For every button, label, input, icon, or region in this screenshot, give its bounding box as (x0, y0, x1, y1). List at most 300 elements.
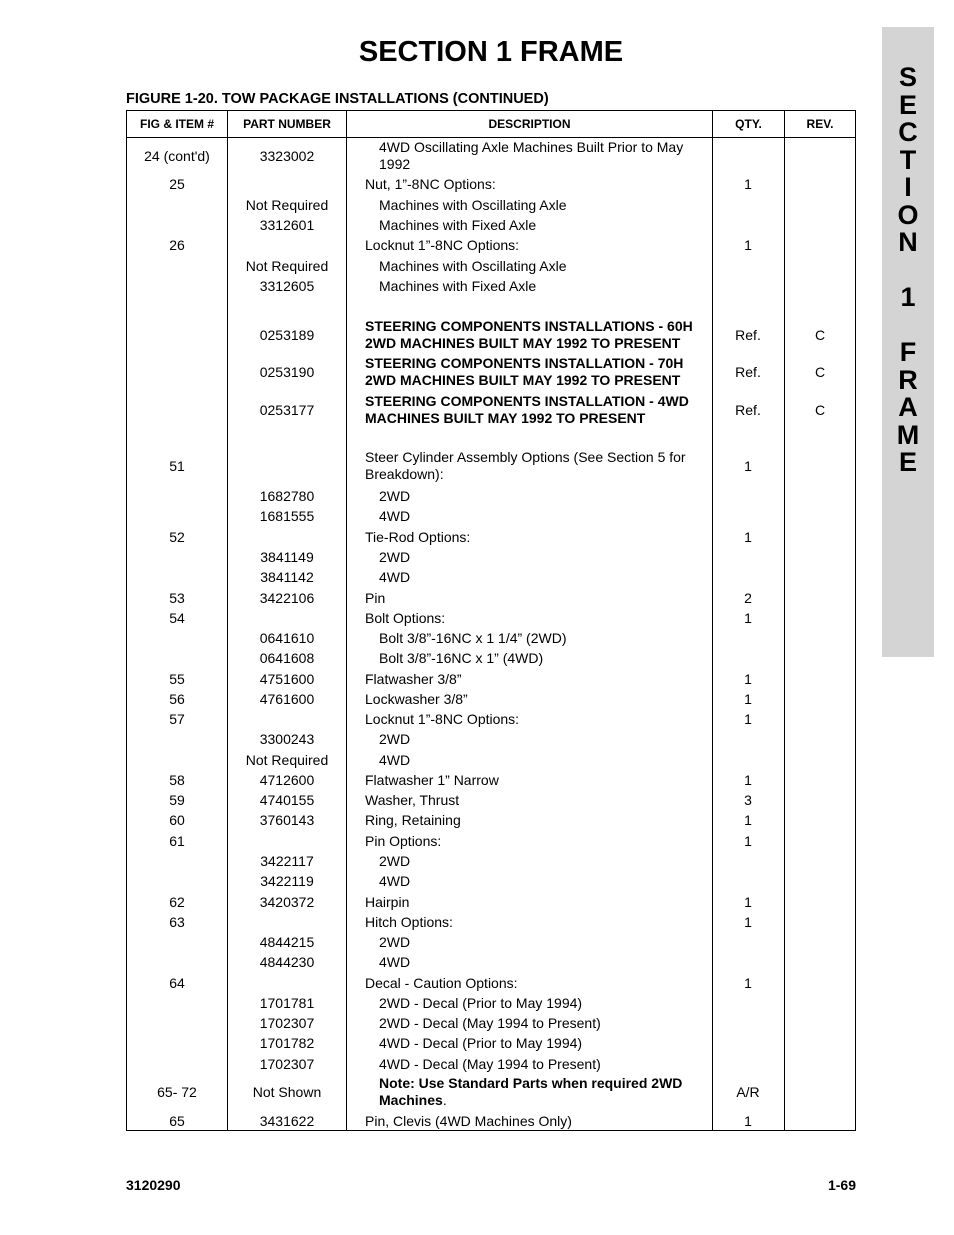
cell-rev (785, 669, 855, 689)
cell-description (348, 750, 712, 770)
cell-part-number-text: 4761600 (259, 690, 315, 707)
table-row (127, 648, 855, 668)
cell-part-number-text: 3312605 (259, 277, 315, 294)
cell-part-number-text: 1702307 (259, 1055, 315, 1072)
table-row (127, 547, 855, 567)
cell-part-number (228, 871, 346, 891)
cell-part-number-text: 3312601 (259, 216, 315, 233)
cell-part-number (228, 669, 346, 689)
cell-part-number-text: 3422119 (260, 872, 314, 889)
table-row (127, 235, 855, 255)
cell-fig-item (127, 648, 227, 668)
cell-description-wrap (348, 975, 518, 992)
cell-part-number (228, 256, 346, 276)
table-row (127, 628, 855, 648)
cell-description-wrap (348, 650, 543, 667)
cell-qty (713, 709, 783, 729)
cell-description (348, 1111, 712, 1131)
cell-fig-item-text: 65 (169, 1112, 185, 1129)
cell-part-number (228, 1013, 346, 1033)
cell-qty-text: Ref. (735, 363, 761, 380)
cell-fig-item (127, 527, 227, 547)
cell-description (348, 973, 712, 993)
cell-part-number (228, 276, 346, 296)
cell-fig-item-text: 59 (169, 791, 185, 808)
cell-description-wrap (348, 1113, 572, 1130)
cell-rev (785, 973, 855, 993)
cell-rev (785, 993, 855, 1013)
cell-description-text: 4WD - Decal (Prior to May 1994) (379, 1034, 583, 1051)
cell-description (348, 851, 712, 871)
cell-description-wrap (348, 488, 410, 505)
cell-qty (713, 1074, 783, 1110)
side-tab-letter: M (896, 419, 920, 450)
cell-qty-text: 1 (744, 811, 752, 828)
cell-description-wrap (348, 630, 567, 647)
cell-qty-text: 1 (744, 1112, 752, 1129)
cell-description (348, 689, 712, 709)
cell-rev (785, 547, 855, 567)
cell-qty (713, 567, 783, 587)
cell-description-wrap (348, 731, 410, 748)
cell-part-number-text: 1701781 (259, 994, 315, 1011)
cell-part-number (228, 1054, 346, 1074)
cell-qty (713, 506, 783, 526)
cell-rev (785, 448, 855, 484)
cell-rev-text: C (814, 363, 826, 380)
cell-part-number (228, 993, 346, 1013)
cell-rev (785, 648, 855, 668)
table-row (127, 669, 855, 689)
cell-fig-item-text: 51 (169, 457, 185, 474)
cell-part-number (228, 391, 346, 429)
cell-rev (785, 831, 855, 851)
cell-part-number-text: 4844230 (259, 953, 315, 970)
cell-qty (713, 648, 783, 668)
cell-rev (785, 952, 855, 972)
cell-part-number-text: 3841149 (260, 548, 314, 565)
cell-rev (785, 567, 855, 587)
side-tab-letter (882, 312, 934, 340)
cell-fig-item (127, 506, 227, 526)
cell-qty (713, 689, 783, 709)
cell-description-text: 4WD (379, 953, 411, 970)
cell-rev (785, 174, 855, 194)
cell-fig-item-text: 60 (169, 811, 185, 828)
cell-part-number (228, 790, 346, 810)
table-row (127, 608, 855, 628)
table-row (127, 195, 855, 215)
side-tab-letter: 1 (900, 282, 916, 312)
cell-description-wrap (348, 258, 567, 275)
cell-description-text: Steer Cylinder Assembly Options (See Section 5 for Breakdown): (365, 449, 686, 482)
side-tab-letter: N (898, 227, 918, 257)
table-row (127, 831, 855, 851)
cell-qty (713, 195, 783, 215)
cell-qty (713, 952, 783, 972)
cell-description (348, 892, 712, 912)
cell-description (348, 235, 712, 255)
cell-description-wrap (348, 139, 712, 173)
cell-description (348, 317, 712, 353)
cell-part-number (228, 486, 346, 506)
cell-description (348, 174, 712, 194)
table-row (127, 932, 855, 952)
table-row (127, 729, 855, 749)
cell-part-number-text: 0253177 (259, 401, 315, 418)
cell-qty-text: Ref. (735, 401, 761, 418)
table-row (127, 1111, 855, 1131)
cell-description (348, 448, 712, 484)
cell-description-wrap (348, 833, 441, 850)
cell-rev (785, 709, 855, 729)
cell-description (348, 831, 712, 851)
cell-part-number (228, 195, 346, 215)
cell-fig-item (127, 770, 227, 790)
cell-qty-text: 1 (744, 690, 752, 707)
cell-fig-item (127, 1111, 227, 1131)
cell-part-number (228, 628, 346, 648)
cell-description-wrap (348, 873, 410, 890)
cell-rev (785, 1054, 855, 1074)
cell-description-text: 2WD (379, 852, 411, 869)
cell-part-number-text: 3422106 (259, 589, 315, 606)
side-tab-letter (882, 257, 934, 285)
cell-qty (713, 973, 783, 993)
cell-fig-item (127, 276, 227, 296)
table-row (127, 256, 855, 276)
cell-description (348, 608, 712, 628)
cell-description-wrap (348, 691, 468, 708)
cell-rev (785, 851, 855, 871)
cell-fig-item (127, 709, 227, 729)
cell-qty (713, 1111, 783, 1131)
side-tab-letter: A (898, 392, 918, 422)
cell-fig-item (127, 810, 227, 830)
table-row (127, 709, 855, 729)
cell-description-wrap (348, 752, 410, 769)
cell-description-wrap (348, 610, 445, 627)
cell-fig-item (127, 195, 227, 215)
cell-description-wrap (348, 934, 410, 951)
cell-part-number-text: 4844215 (259, 933, 315, 950)
table-row (127, 1074, 855, 1110)
table-row (127, 871, 855, 891)
cell-qty (713, 547, 783, 567)
cell-description-text: Hairpin (365, 893, 410, 910)
cell-rev (785, 506, 855, 526)
cell-part-number-text: Not Shown (252, 1083, 322, 1100)
cell-fig-item (127, 932, 227, 952)
cell-fig-item (127, 1054, 227, 1074)
cell-fig-item (127, 486, 227, 506)
cell-part-number (228, 1033, 346, 1053)
cell-description-wrap (348, 197, 567, 214)
cell-description-text: 2WD (379, 933, 411, 950)
cell-description-wrap (348, 176, 496, 193)
cell-fig-item (127, 912, 227, 932)
cell-description-text: 4WD - Decal (May 1994 to Present) (379, 1055, 601, 1072)
cell-part-number-text: Not Required (245, 257, 329, 274)
cell-qty (713, 993, 783, 1013)
table-row (127, 391, 855, 429)
cell-rev (785, 235, 855, 255)
cell-rev (785, 317, 855, 353)
cell-part-number-text: 1702307 (259, 1014, 315, 1031)
cell-description-wrap (348, 853, 410, 870)
cell-description-wrap (348, 792, 459, 809)
cell-part-number (228, 1074, 346, 1110)
cell-description-text: Machines with Fixed Axle (379, 216, 537, 233)
cell-rev (785, 932, 855, 952)
cell-description-text: Flatwasher 3/8” (365, 670, 462, 687)
column-header-fig: FIG & ITEM # (139, 117, 214, 131)
cell-part-number-text: 0641610 (259, 629, 315, 646)
cell-rev (785, 628, 855, 648)
cell-part-number-text: 3431622 (259, 1112, 315, 1129)
cell-description (348, 993, 712, 1013)
table-row (127, 892, 855, 912)
cell-rev-text: C (814, 326, 826, 343)
cell-qty (713, 790, 783, 810)
table-row (127, 1033, 855, 1053)
cell-fig-item-text: 52 (169, 528, 185, 545)
table-row (127, 588, 855, 608)
section-title: SECTION 1 FRAME (358, 36, 624, 68)
cell-description-text: 4WD (379, 507, 411, 524)
cell-part-number-text: 4712600 (259, 771, 315, 788)
cell-description-wrap (348, 449, 712, 483)
page-number: 1-69 (827, 1177, 856, 1193)
cell-fig-item (127, 215, 227, 235)
cell-qty (713, 317, 783, 353)
cell-qty-text: 1 (744, 609, 752, 626)
cell-description (348, 486, 712, 506)
cell-description-text: Flatwasher 1” Narrow (365, 771, 499, 788)
table-row (127, 354, 855, 390)
table-row (127, 486, 855, 506)
cell-description-text: Washer, Thrust (365, 791, 460, 808)
cell-rev (785, 871, 855, 891)
cell-part-number-text: 4740155 (259, 791, 315, 808)
cell-fig-item (127, 628, 227, 648)
cell-fig-item (127, 354, 227, 390)
cell-qty-text: 1 (744, 528, 752, 545)
table-row (127, 993, 855, 1013)
cell-description-text: 2WD - Decal (May 1994 to Present) (379, 1014, 601, 1031)
cell-fig-item (127, 790, 227, 810)
cell-part-number-text: 3422117 (260, 852, 314, 869)
cell-part-number (228, 831, 346, 851)
cell-description-text: 4WD (379, 872, 411, 889)
cell-fig-item (127, 256, 227, 276)
table-row (127, 506, 855, 526)
cell-fig-item-text: 55 (169, 670, 185, 687)
cell-part-number-text: 3323002 (259, 147, 315, 164)
cell-rev (785, 391, 855, 429)
cell-fig-item (127, 952, 227, 972)
table-row (127, 689, 855, 709)
cell-description-wrap (348, 995, 582, 1012)
cell-description-text: STEERING COMPONENTS INSTALLATION - 4WD MACHINES BUILT MAY 1992 TO PRESENT (365, 393, 689, 426)
cell-fig-item-text: 54 (169, 609, 185, 626)
cell-part-number (228, 138, 346, 174)
cell-fig-item (127, 1013, 227, 1033)
cell-rev (785, 215, 855, 235)
cell-description-text: 4WD (379, 568, 411, 585)
cell-qty-text: 1 (744, 236, 752, 253)
cell-description (348, 195, 712, 215)
cell-description-text: Locknut 1”-8NC Options: (365, 710, 520, 727)
cell-part-number-text: 3300243 (259, 730, 315, 747)
cell-rev (785, 486, 855, 506)
cell-description (348, 932, 712, 952)
side-tab-letter: E (898, 447, 917, 477)
cell-description-text: Pin Options: (365, 832, 442, 849)
cell-description-wrap (348, 508, 410, 525)
side-tab-letter: T (899, 144, 917, 175)
cell-description-text: 2WD (379, 487, 411, 504)
cell-rev (785, 256, 855, 276)
cell-description-wrap (348, 1075, 712, 1109)
cell-qty (713, 174, 783, 194)
cell-qty (713, 391, 783, 429)
cell-qty (713, 750, 783, 770)
cell-qty (713, 486, 783, 506)
cell-part-number-text: 3760143 (259, 811, 315, 828)
cell-fig-item (127, 138, 227, 174)
cell-description (348, 276, 712, 296)
cell-fig-item (127, 1074, 227, 1110)
cell-qty-text: 1 (744, 832, 752, 849)
cell-qty (713, 912, 783, 932)
cell-qty-text: 1 (744, 893, 752, 910)
cell-description (348, 547, 712, 567)
cell-qty (713, 831, 783, 851)
cell-description-text: Hitch Options: (365, 913, 453, 930)
cell-fig-item-text: 64 (169, 974, 185, 991)
cell-part-number (228, 932, 346, 952)
cell-description (348, 871, 712, 891)
cell-fig-item (127, 608, 227, 628)
table-row (127, 952, 855, 972)
table-row (127, 448, 855, 484)
cell-description-text: Locknut 1”-8NC Options: (365, 236, 520, 253)
cell-part-number-text: Not Required (245, 196, 329, 213)
cell-rev (785, 354, 855, 390)
cell-description (348, 138, 712, 174)
cell-rev (785, 689, 855, 709)
cell-description-wrap (348, 549, 410, 566)
table-row (127, 567, 855, 587)
cell-description (348, 527, 712, 547)
column-header-description: DESCRIPTION (488, 117, 571, 131)
cell-description (348, 770, 712, 790)
cell-fig-item (127, 892, 227, 912)
cell-fig-item-text: 57 (169, 710, 185, 727)
cell-description-text: Pin, Clevis (4WD Machines Only) (365, 1112, 572, 1129)
cell-description (348, 588, 712, 608)
cell-rev (785, 810, 855, 830)
cell-part-number-text: 0253190 (259, 363, 315, 380)
cell-part-number (228, 567, 346, 587)
cell-part-number (228, 506, 346, 526)
cell-fig-item-text: 65- 72 (157, 1083, 197, 1100)
cell-qty (713, 669, 783, 689)
cell-qty (713, 448, 783, 484)
cell-qty-text: 2 (744, 589, 752, 606)
cell-fig-item (127, 669, 227, 689)
cell-description (348, 952, 712, 972)
cell-description-text: 2WD - Decal (Prior to May 1994) (379, 994, 583, 1011)
table-row (127, 317, 855, 353)
cell-description-wrap (348, 237, 519, 254)
cell-qty (713, 1033, 783, 1053)
cell-description-text: STEERING COMPONENTS INSTALLATION - 70H 2WD MACHINES BUILT MAY 1992 TO PRESENT (365, 355, 684, 388)
cell-fig-item (127, 871, 227, 891)
cell-description-text: Tie-Rod Options: (365, 528, 471, 545)
cell-fig-item-text: 58 (169, 771, 185, 788)
cell-part-number (228, 547, 346, 567)
cell-description-wrap (348, 569, 410, 586)
table-row (127, 138, 855, 174)
cell-description (348, 790, 712, 810)
cell-part-number (228, 851, 346, 871)
cell-fig-item-text: 61 (169, 832, 185, 849)
cell-part-number (228, 750, 346, 770)
cell-rev (785, 1111, 855, 1131)
cell-description-wrap (348, 711, 519, 728)
cell-description-text: Decal - Caution Options: (365, 974, 518, 991)
cell-part-number (228, 317, 346, 353)
side-tab-letter: C (898, 117, 918, 147)
cell-fig-item (127, 831, 227, 851)
cell-fig-item (127, 1033, 227, 1053)
cell-description (348, 810, 712, 830)
cell-rev (785, 608, 855, 628)
cell-qty (713, 628, 783, 648)
cell-rev (785, 1074, 855, 1110)
table-row (127, 912, 855, 932)
cell-rev (785, 1013, 855, 1033)
cell-fig-item (127, 547, 227, 567)
cell-description (348, 1033, 712, 1053)
cell-fig-item (127, 729, 227, 749)
cell-part-number (228, 810, 346, 830)
cell-description-text: Pin (365, 589, 386, 606)
cell-part-number (228, 448, 346, 484)
cell-part-number (228, 973, 346, 993)
cell-rev (785, 729, 855, 749)
cell-part-number-text: 1701782 (259, 1034, 315, 1051)
cell-fig-item-text: 62 (169, 893, 185, 910)
cell-description (348, 1074, 712, 1110)
cell-rev (785, 750, 855, 770)
cell-description-text: 4WD Oscillating Axle Machines Built Prior to May 1992 (379, 139, 684, 172)
table-row (127, 851, 855, 871)
cell-description (348, 256, 712, 276)
cell-description-text: Lockwasher 3/8” (365, 690, 468, 707)
cell-qty (713, 932, 783, 952)
cell-qty (713, 871, 783, 891)
cell-part-number (228, 892, 346, 912)
cell-qty (713, 588, 783, 608)
cell-description-wrap (348, 954, 410, 971)
cell-qty (713, 729, 783, 749)
cell-qty-text: A/R (736, 1083, 760, 1100)
figure-title: FIGURE 1-20. TOW PACKAGE INSTALLATIONS (CONTINUED) (126, 91, 549, 107)
cell-description-text: Bolt 3/8”-16NC x 1 1/4” (2WD) (379, 629, 567, 646)
